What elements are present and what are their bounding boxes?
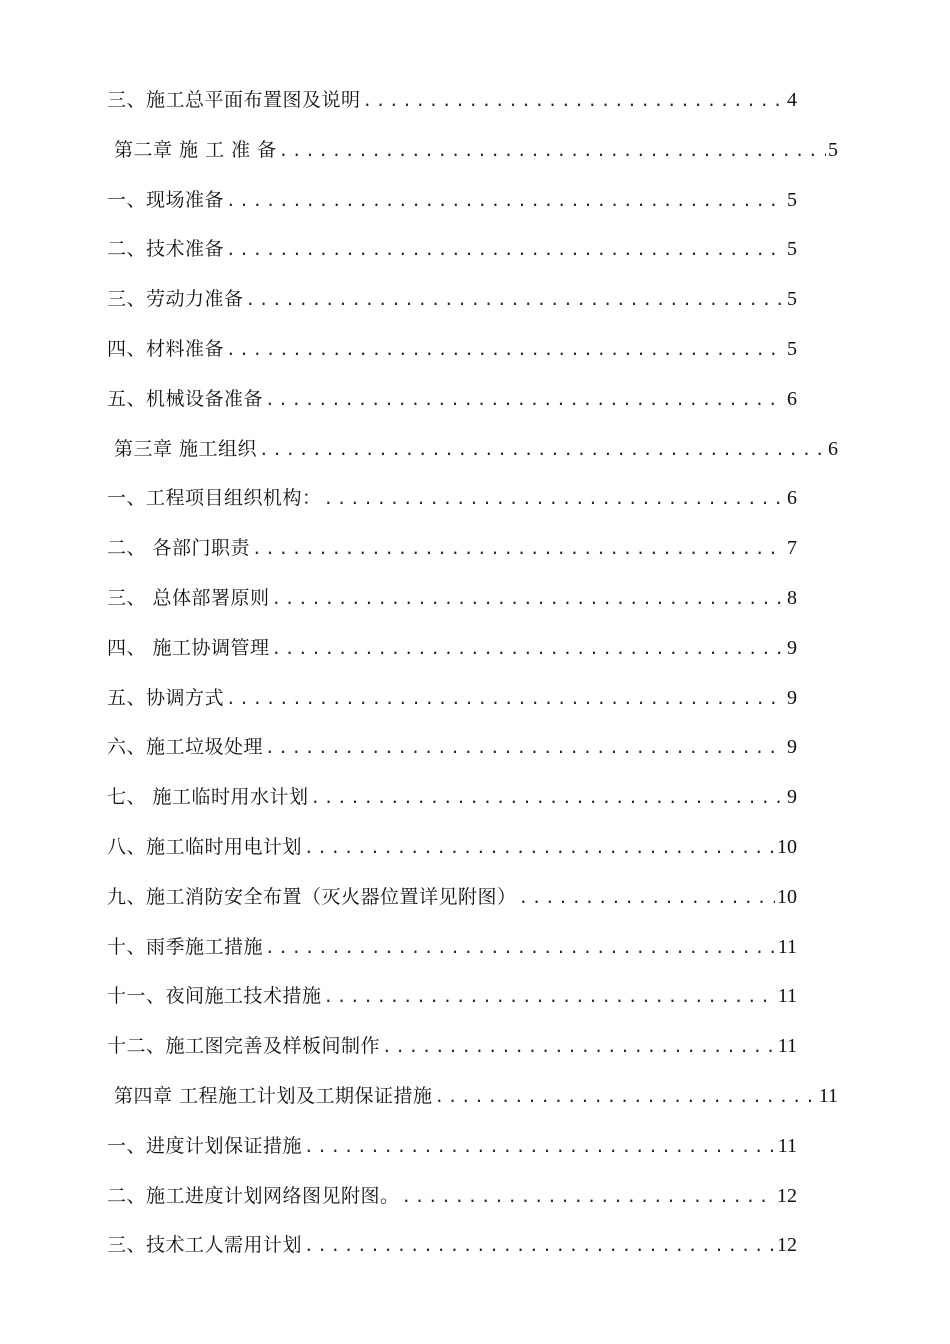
toc-entry-page: 9 [787,736,797,759]
toc-entry-title: 五、协调方式 [107,686,225,709]
toc-entry-title: 四、 施工协调管理 [107,636,270,659]
toc-entry-page: 11 [777,985,797,1008]
toc-entry-page: 6 [787,487,797,510]
toc-entry-section [107,225,797,275]
toc-entry-section [107,674,797,724]
dot-leader [265,723,785,773]
toc-entry-title: 七、 施工临时用水计划 [107,786,309,809]
toc-entry-section [107,773,797,823]
dot-leader [279,126,826,176]
toc-entry-page: 10 [777,885,797,908]
toc-entry-section [107,325,797,375]
toc-entry-title: 二、 各部门职责 [107,537,251,560]
dot-leader [259,425,826,475]
dot-leader [324,474,785,524]
dot-leader [265,375,785,425]
dot-leader [272,574,785,624]
toc-entry-section [107,176,797,226]
dot-leader [435,1072,817,1122]
toc-entry-chapter [114,1072,838,1122]
toc-entry-section [107,923,797,973]
dot-leader [226,225,785,275]
toc-entry-section [107,574,797,624]
toc-entry-title: 十二、施工图完善及样板间制作 [107,1035,381,1058]
toc-entry-title: 第三章 施工组织 [114,437,258,460]
toc-entry-page: 9 [787,636,797,659]
toc-entry-page: 6 [828,437,838,460]
toc-entry-section [107,1172,797,1222]
dot-leader [226,674,785,724]
toc-entry-section [107,1122,797,1172]
toc-entry-page: 6 [787,387,797,410]
toc-entry-page: 4 [787,89,797,111]
dot-leader [304,1122,776,1172]
toc-entry-page: 5 [787,337,797,360]
toc-entry-section [107,474,797,524]
toc-entry-page: 5 [828,138,838,161]
toc-entry-page: 11 [777,1035,797,1058]
dot-leader [402,1172,775,1222]
toc-entry-page: 10 [777,835,797,858]
toc-entry-section [107,723,797,773]
toc-entry-section [107,624,797,674]
toc-entry-page: 12 [777,1234,797,1257]
dot-leader [265,923,776,973]
toc-entry-section [107,873,797,923]
dot-leader [246,275,785,325]
toc-entry-title: 四、材料准备 [107,337,225,360]
toc-entry-title: 一、进度计划保证措施 [107,1134,303,1157]
toc-entry-section [107,1221,797,1271]
dot-leader [311,773,785,823]
dot-leader [304,823,775,873]
dot-leader [272,624,785,674]
dot-leader [226,325,785,375]
toc-entry-page: 5 [787,188,797,211]
toc-entry-title: 一、现场准备 [107,188,225,211]
dot-leader [324,972,776,1022]
toc-entry-title: 十一、夜间施工技术措施 [107,985,322,1008]
toc-entry-section [107,275,797,325]
toc-entry-page: 12 [777,1184,797,1207]
toc-entry-chapter [114,126,838,176]
toc-entry-title: 第四章 工程施工计划及工期保证措施 [114,1084,433,1107]
toc-entry-title: 九、施工消防安全布置（灭火器位置详见附图） [107,885,517,908]
toc-entry-page: 5 [787,238,797,261]
toc-entry-title: 三、技术工人需用计划 [107,1234,303,1257]
toc-entry-title: 六、施工垃圾处理 [107,736,264,759]
toc-entry-title: 三、劳动力准备 [107,288,244,311]
toc-entry-section [107,524,797,574]
dot-leader [252,524,785,574]
toc-entry-title: 二、技术准备 [107,238,225,261]
toc-entry-page: 11 [777,1134,797,1157]
toc-entry-section [107,1022,797,1072]
toc-entry-page: 9 [787,686,797,709]
toc-entry-page: 8 [787,586,797,609]
toc-entry-title: 三、 总体部署原则 [107,586,270,609]
toc-entry-title: 二、施工进度计划网络图见附图。 [107,1184,400,1207]
table-of-contents [0,76,950,1271]
dot-leader [226,176,785,226]
toc-entry-section [107,76,797,126]
toc-entry-chapter [114,425,838,475]
dot-leader [519,873,775,923]
toc-entry-page: 11 [777,935,797,958]
toc-entry-title: 一、工程项目组织机构： [107,487,322,510]
toc-entry-section [107,823,797,873]
toc-entry-page: 11 [818,1084,838,1107]
toc-entry-section [107,375,797,425]
toc-entry-page: 5 [787,288,797,311]
dot-leader [382,1022,776,1072]
toc-entry-title: 三、施工总平面布置图及说明 [107,89,361,111]
toc-entry-title: 十、雨季施工措施 [107,935,264,958]
toc-entry-title: 八、施工临时用电计划 [107,835,303,858]
toc-entry-section [107,972,797,1022]
dot-leader [304,1221,775,1271]
toc-entry-page: 7 [787,537,797,560]
toc-entry-title: 五、机械设备准备 [107,387,264,410]
toc-entry-title: 第二章 施 工 准 备 [114,138,277,161]
toc-entry-page: 9 [787,786,797,809]
dot-leader [363,76,785,126]
